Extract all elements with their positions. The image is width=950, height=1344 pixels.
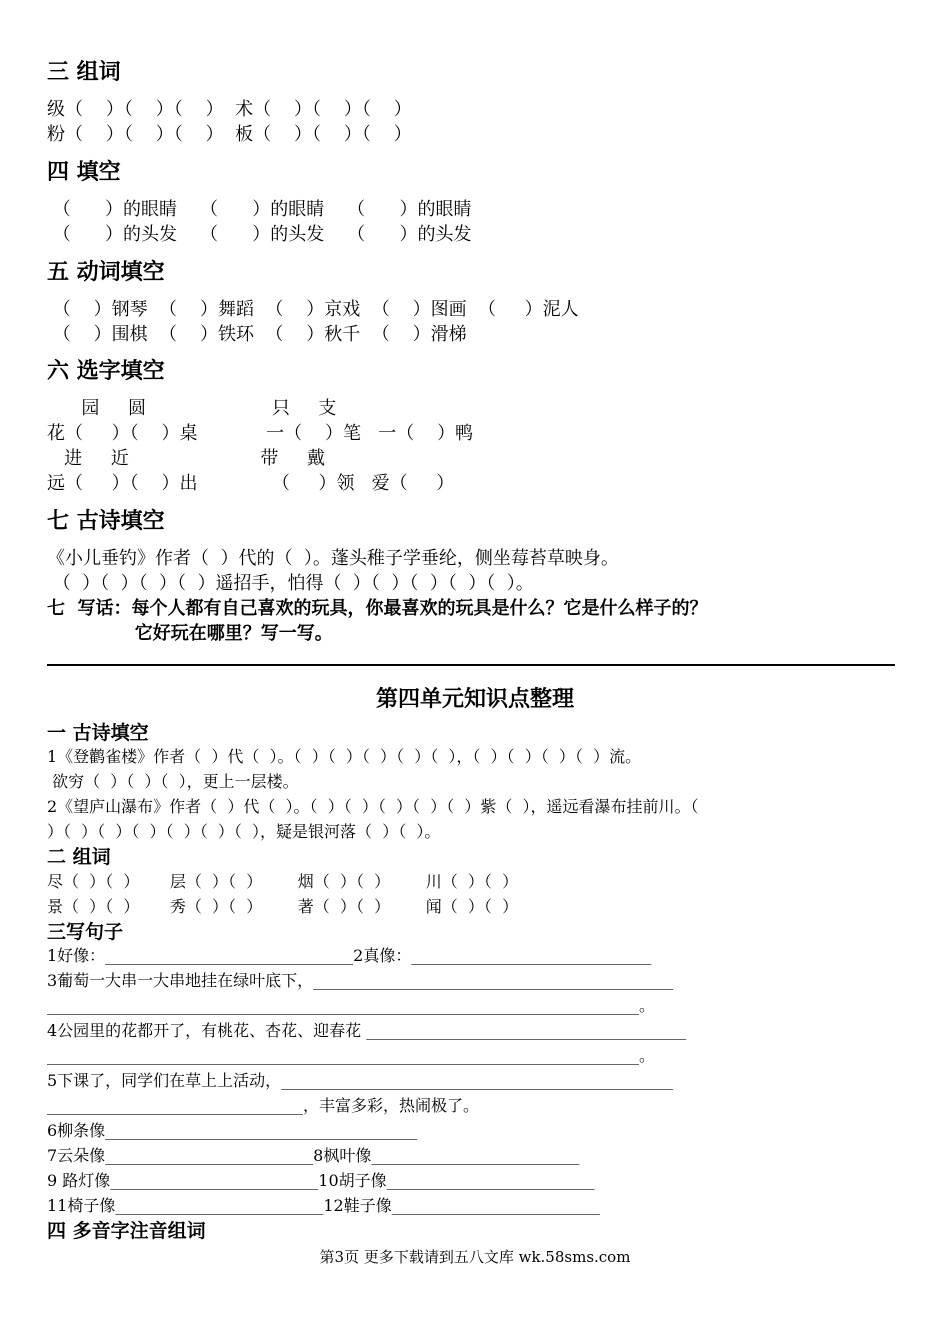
- page-footer: 第3页 更多下载请到五八文库 wk.58sms.com: [319, 1248, 631, 1266]
- section-4-line-1: （ ）的眼睛 （ ）的眼睛 （ ）的眼睛: [47, 199, 472, 220]
- unit4-s1-heading: 一 古诗填空: [47, 722, 149, 744]
- unit4-s3-line-6: 5下课了，同学们在草上上活动，_________________________________________________: [47, 1071, 674, 1090]
- writing-prompt-line-1: 七 写话：每个人都有自己喜欢的玩具，你最喜欢的玩具是什么？它是什么样子的？: [47, 598, 708, 619]
- section-4-heading: 四 填空: [47, 160, 121, 185]
- section-6-line-4: 远（ ）（ ）出 （ ）领 爱（ ）: [47, 473, 455, 494]
- unit-4-title: 第四单元知识点整理: [375, 686, 574, 712]
- unit4-s1-line-3: 2《望庐山瀑布》作者（ ）代（ ）。（ ）（ ）（ ）（ ）（ ）紫（ ），遥远看瀑布挂前川。（: [47, 797, 699, 816]
- unit4-s3-line-5: __________________________________________________________________________。: [47, 1046, 655, 1065]
- section-6-line-1: 园 圆 只 支: [47, 398, 337, 419]
- unit4-s2-heading: 二 组词: [47, 846, 111, 868]
- unit4-s3-heading: 三写句子: [47, 921, 124, 943]
- divider-line: [47, 664, 895, 666]
- section-5-line-1: （ ）钢琴 （ ）舞蹈 （ ）京戏 （ ）图画 （ ）泥人: [47, 299, 579, 320]
- section-6-line-2: 花（ ）（ ）桌 一（ ）笔 一（ ）鸭: [47, 423, 474, 444]
- section-3-line-2: 粉（ ）（ ）（ ） 板（ ）（ ）（ ）: [47, 124, 412, 145]
- writing-prompt-line-2: 它好玩在哪里？写一写。: [47, 623, 333, 644]
- unit4-s3-line-11: 11椅子像__________________________12鞋子像__________________________: [47, 1196, 600, 1215]
- unit4-s2-line-2: 景（ ）（ ） 秀（ ）（ ） 著（ ）（ ） 闻（ ）（ ）: [47, 897, 519, 916]
- section-7-heading: 七 古诗填空: [47, 509, 165, 534]
- section-3-line-1: 级（ ）（ ）（ ） 术（ ）（ ）（ ）: [47, 99, 412, 120]
- section-5-heading: 五 动词填空: [47, 260, 165, 285]
- section-6-heading: 六 选字填空: [47, 359, 165, 384]
- unit4-s1-line-1: 1《登鹳雀楼》作者（ ）代（ ）。（ ）（ ）（ ）（ ）（ ），（ ）（ ）（ ）（ ）流。: [47, 747, 642, 766]
- section-5-line-2: （ ）围棋 （ ）铁环 （ ）秋千 （ ）滑梯: [47, 324, 467, 345]
- unit4-s3-line-8: 6柳条像_______________________________________: [47, 1121, 418, 1140]
- unit4-s2-line-1: 尽（ ）（ ） 层（ ）（ ） 烟（ ）（ ） 川（ ）（ ）: [47, 872, 519, 891]
- unit4-s3-line-3: __________________________________________________________________________。: [47, 996, 655, 1015]
- unit4-s3-line-4: 4公园里的花都开了，有桃花、杏花、迎春花 ________________________________________: [47, 1021, 687, 1040]
- unit4-s3-line-9: 7云朵像__________________________8枫叶像__________________________: [47, 1146, 580, 1165]
- section-3-heading: 三 组词: [47, 60, 121, 85]
- unit4-s3-line-1: 1好像：_______________________________2真像：______________________________: [47, 946, 652, 965]
- unit4-s3-line-7: ________________________________，丰富多彩，热闹极了。: [47, 1096, 480, 1115]
- unit4-s1-line-4: ）（ ）（ ）（ ）（ ）（ ）（ ），疑是银河落（ ）（ ）。: [47, 822, 441, 841]
- unit4-s1-line-2: 欲穷（ ）（ ）（ ），更上一层楼。: [47, 772, 299, 791]
- section-7-line-2: （ ）（ ）（ ）（ ）遥招手，怕得（ ）（ ）（ ）（ ）（ ）。: [47, 573, 534, 594]
- unit4-s4-heading: 四 多音字注音组词: [47, 1220, 206, 1242]
- section-6-line-3: 进 近 带 戴: [47, 448, 325, 469]
- section-7-line-1: 《小儿垂钓》作者（ ）代的（ ）。蓬头稚子学垂纶，侧坐莓苔草映身。: [47, 548, 619, 569]
- section-4-line-2: （ ）的头发 （ ）的头发 （ ）的头发: [47, 224, 472, 245]
- unit4-s3-line-2: 3葡萄一大串一大串地挂在绿叶底下，_____________________________________________: [47, 971, 674, 990]
- unit4-s3-line-10: 9 路灯像__________________________10胡子像__________________________: [47, 1171, 595, 1190]
